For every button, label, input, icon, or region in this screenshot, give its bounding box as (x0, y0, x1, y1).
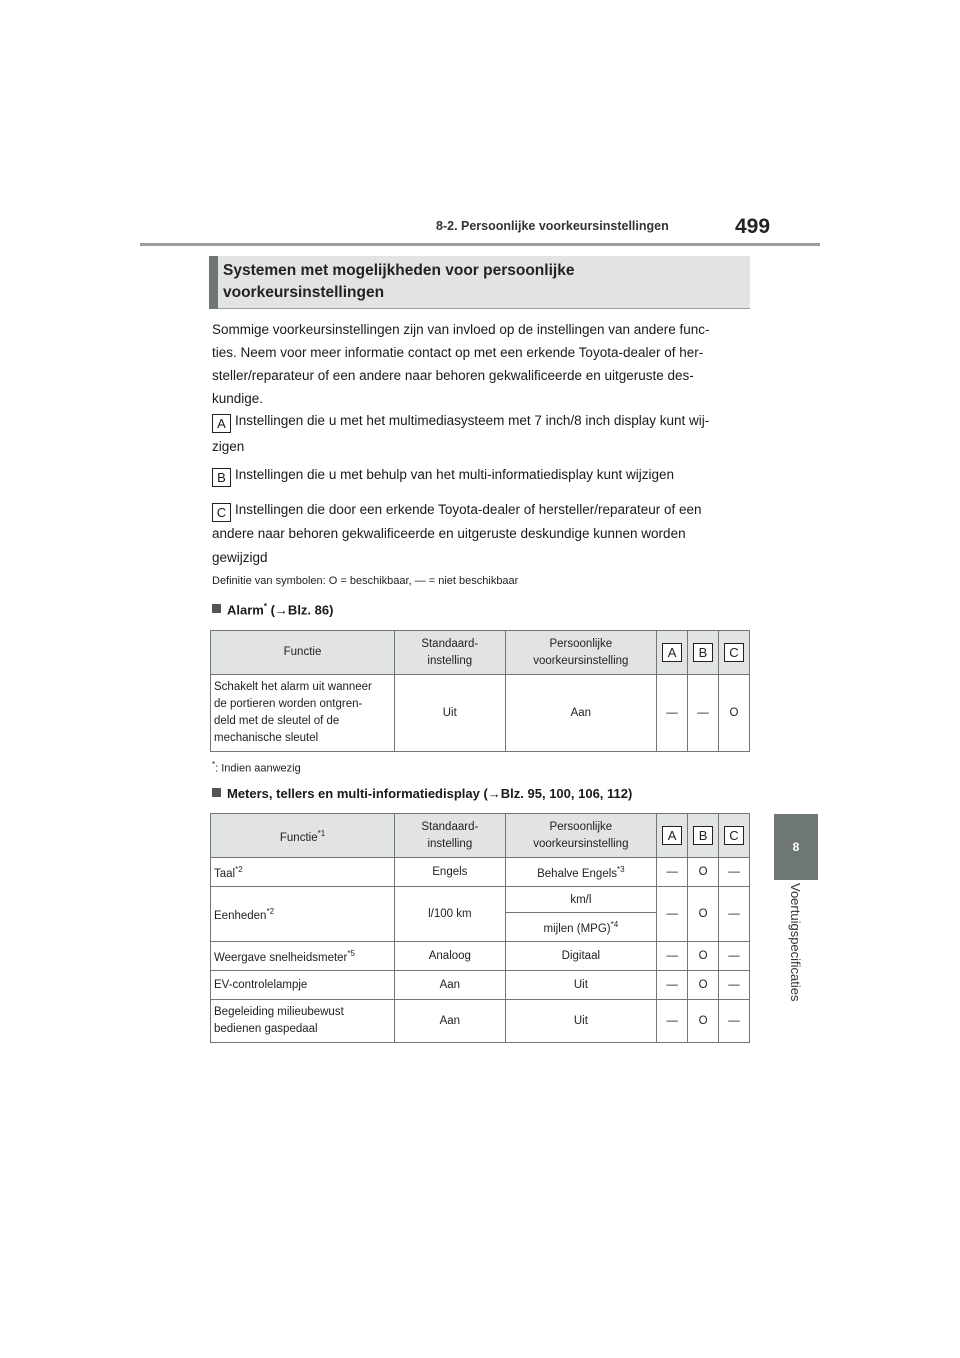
cell-text: bedienen gaspedaal (214, 1023, 318, 1035)
cell-c: — (719, 1000, 750, 1043)
cell-functie (211, 1000, 395, 1043)
cell-text: Schakelt het alarm uit wanneer (214, 681, 372, 693)
header-text: voorkeursinstelling (533, 837, 629, 850)
cell-b: O (688, 971, 719, 1000)
header-text: Standaard- (421, 637, 479, 650)
table-row (211, 858, 750, 887)
col-header-persoonlijk (505, 814, 657, 858)
section-title (223, 260, 574, 304)
letter-c-badge: C (724, 643, 744, 662)
cell-b: O (688, 942, 719, 971)
header-text: instelling (427, 837, 473, 850)
meters-table (210, 813, 750, 1043)
col-header-b (688, 631, 719, 675)
cell-standaard: Uit (394, 675, 505, 752)
intro-paragraph (212, 318, 710, 410)
meters-heading (212, 786, 632, 801)
cell-b: O (688, 887, 719, 942)
bullet-square-icon (212, 788, 221, 797)
cell-functie (211, 942, 395, 971)
meters-heading-text: Meters, tellers en multi-informatiedisplay (→Blz. 95, 100, 106, 112) (227, 786, 633, 801)
legend-c-text: andere naar behoren gekwalificeerde en uitgeruste deskundige kunnen worden (212, 526, 686, 541)
cell-text: Weergave snelheidsmeter (214, 951, 348, 964)
letter-b-badge: B (693, 643, 713, 662)
cell-functie (211, 887, 395, 942)
cell-persoonlijk: Uit (505, 971, 657, 1000)
alarm-heading-sup: * (263, 602, 267, 611)
col-header-standaard (394, 631, 505, 675)
cell-persoonlijk (505, 913, 657, 942)
legend-c (212, 498, 702, 570)
cell-text: deld met de sleutel of de (214, 715, 340, 727)
section-title-box (209, 256, 750, 309)
footnote-mark: * (212, 760, 216, 769)
letter-c-badge: C (724, 826, 744, 845)
letter-a-badge: A (662, 643, 682, 662)
header-text: Standaard- (421, 820, 479, 833)
cell-text: Begeleiding milieubewust (214, 1006, 344, 1018)
cell-standaard: l/100 km (395, 887, 506, 942)
cell-c: — (719, 971, 750, 1000)
table-header-row (211, 631, 750, 675)
cell-sup: *4 (610, 919, 619, 929)
header-text: instelling (427, 654, 473, 667)
col-header-a (657, 814, 688, 858)
cell-sup: *5 (347, 948, 355, 958)
cell-standaard: Engels (395, 858, 506, 887)
cell-a: — (657, 858, 688, 887)
cell-a: — (657, 887, 688, 942)
page-number: 499 (735, 215, 771, 238)
legend-b-text: Instellingen die u met behulp van het multi-informatiedisplay kunt wijzigen (235, 467, 674, 482)
cell-c: — (719, 858, 750, 887)
section-header: 8-2. Persoonlijke voorkeursinstellingen (436, 219, 669, 233)
cell-persoonlijk: km/l (505, 887, 657, 913)
cell-b: O (688, 1000, 719, 1043)
header-text: voorkeursinstelling (533, 654, 629, 667)
col-header-a (657, 631, 688, 675)
intro-line: Sommige voorkeursinstellingen zijn van invloed op de instellingen van andere func- (212, 322, 710, 337)
footnote-text: : Indien aanwezig (215, 762, 301, 775)
cell-standaard: Aan (395, 971, 506, 1000)
section-title-line1: Systemen met mogelijkheden voor persoonlijke (223, 262, 575, 279)
intro-line: steller/reparateur of een andere naar behoren gekwalificeerde en uitgeruste des- (212, 368, 694, 383)
cell-functie (211, 858, 395, 887)
alarm-heading-text: Alarm (227, 602, 264, 618)
legend-c-text: gewijzigd (212, 550, 268, 565)
cell-text: Eenheden (214, 909, 267, 922)
header-text: Persoonlijke (549, 637, 613, 650)
letter-c-badge: C (212, 503, 231, 522)
table-row (211, 675, 750, 752)
chapter-tab: 8 (774, 814, 818, 880)
cell-persoonlijk (505, 858, 657, 887)
cell-a: — (657, 1000, 688, 1043)
letter-a-badge: A (662, 826, 682, 845)
col-header-functie: Functie (211, 631, 395, 675)
col-header-functie (211, 814, 395, 858)
cell-persoonlijk: Uit (505, 1000, 657, 1043)
cell-text: mijlen (MPG) (543, 922, 611, 935)
cell-sup: *3 (617, 864, 625, 874)
table-header-row (211, 814, 750, 858)
cell-persoonlijk: Aan (505, 675, 657, 752)
header-divider (140, 243, 820, 246)
col-header-c (718, 631, 749, 675)
letter-b-badge: B (693, 826, 713, 845)
alarm-footnote (212, 760, 301, 775)
alarm-page-ref: (→Blz. 86) (266, 602, 334, 618)
header-text: Persoonlijke (549, 820, 613, 833)
cell-b: — (688, 675, 719, 752)
cell-text: Taal (214, 867, 236, 880)
cell-text: Behalve Engels (537, 867, 618, 880)
letter-a-badge: A (212, 414, 231, 433)
title-accent-bar (209, 256, 218, 309)
cell-standaard: Aan (395, 1000, 506, 1043)
alarm-heading (212, 602, 333, 617)
col-header-c (719, 814, 750, 858)
cell-sup: *2 (235, 864, 243, 874)
cell-sup: *2 (266, 906, 275, 916)
legend-b (212, 463, 674, 487)
table-row (211, 887, 750, 913)
table-row (211, 942, 750, 971)
cell-c: O (718, 675, 749, 752)
cell-c: — (719, 942, 750, 971)
col-header-standaard (395, 814, 506, 858)
legend-a-text: zigen (212, 439, 245, 454)
col-header-b (688, 814, 719, 858)
letter-b-badge: B (212, 468, 231, 487)
intro-line: kundige. (212, 391, 264, 406)
cell-functie (211, 675, 395, 752)
chapter-label: Voertuigspecificaties (788, 883, 803, 1002)
cell-a: — (657, 942, 688, 971)
table-row (211, 1000, 750, 1043)
cell-c: — (719, 887, 750, 942)
cell-text: de portieren worden ontgren- (214, 698, 363, 710)
cell-b: O (688, 858, 719, 887)
table-row (211, 971, 750, 1000)
cell-persoonlijk: Digitaal (505, 942, 657, 971)
col-header-persoonlijk (505, 631, 657, 675)
intro-line: ties. Neem voor meer informatie contact op met een erkende Toyota-dealer of her- (212, 345, 704, 360)
cell-a: — (657, 971, 688, 1000)
header-text: Functie (279, 831, 318, 844)
legend-c-text: Instellingen die door een erkende Toyota-dealer of hersteller/reparateur of een (235, 502, 702, 517)
cell-standaard: Analoog (395, 942, 506, 971)
legend-a-text: Instellingen die u met het multimediasysteem met 7 inch/8 inch display kunt wij- (235, 413, 710, 428)
alarm-table (210, 630, 750, 752)
legend-a (212, 408, 709, 460)
cell-a: — (657, 675, 688, 752)
header-sup: *1 (317, 828, 326, 838)
section-title-line2: voorkeursinstellingen (223, 284, 385, 301)
cell-functie: EV-controlelampje (211, 971, 395, 1000)
bullet-square-icon (212, 604, 221, 613)
symbols-definition: Definitie van symbolen: O = beschikbaar, — = niet beschikbaar (212, 575, 519, 587)
cell-text: mechanische sleutel (214, 732, 319, 744)
